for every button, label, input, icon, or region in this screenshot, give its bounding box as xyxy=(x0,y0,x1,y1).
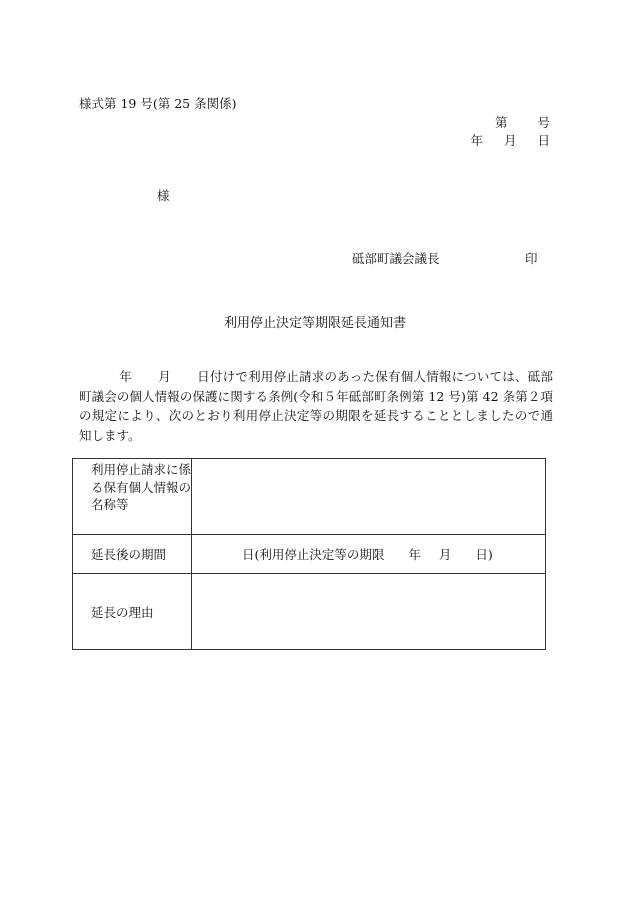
body-paragraph xyxy=(79,367,553,445)
form-number: 様式第 19 号(第 25 条関係) xyxy=(79,96,237,111)
table-row xyxy=(73,574,546,650)
seal-mark: 印 xyxy=(525,251,538,266)
period-end: 日) xyxy=(475,547,493,562)
period-year: 年 xyxy=(408,547,421,562)
body-year: 年 xyxy=(119,369,132,384)
date-day: 日 xyxy=(537,133,550,148)
doc-no-prefix: 第 xyxy=(494,115,508,130)
body-text: 日付けで利用停止請求のあった保有個人情報については、砥部町議会の個人情報の保護に関する条例(令和５年砥部町条例第 12 号)第 42 条第２項の規定により、次のとおり利用停止決定等の期限を延長することとしましたので通知します。 xyxy=(79,369,553,443)
row-value-info-name xyxy=(192,459,546,535)
row-value-extended-period xyxy=(192,535,546,574)
period-month: 月 xyxy=(438,547,452,562)
issue-date xyxy=(470,133,550,149)
sender-name: 砥部町議会議長 xyxy=(352,251,440,266)
addressee: 様 xyxy=(157,188,170,203)
document-number xyxy=(495,115,550,131)
info-table xyxy=(72,458,546,650)
table-row xyxy=(73,535,546,574)
date-year: 年 xyxy=(470,133,483,148)
doc-no-suffix: 号 xyxy=(537,115,550,130)
period-day: 日(利用停止決定等の期限 xyxy=(242,547,385,562)
page-title: 利用停止決定等期限延長通知書 xyxy=(223,316,406,331)
date-month: 月 xyxy=(503,133,517,148)
table-row xyxy=(73,459,546,535)
row-label-extended-period: 延長後の期間 xyxy=(73,535,192,574)
row-value-reason xyxy=(192,574,546,650)
body-month: 月 xyxy=(157,369,171,384)
row-label-info-name: 利用停止請求に係る保有個人情報の名称等 xyxy=(73,459,192,535)
row-label-reason: 延長の理由 xyxy=(73,574,192,650)
